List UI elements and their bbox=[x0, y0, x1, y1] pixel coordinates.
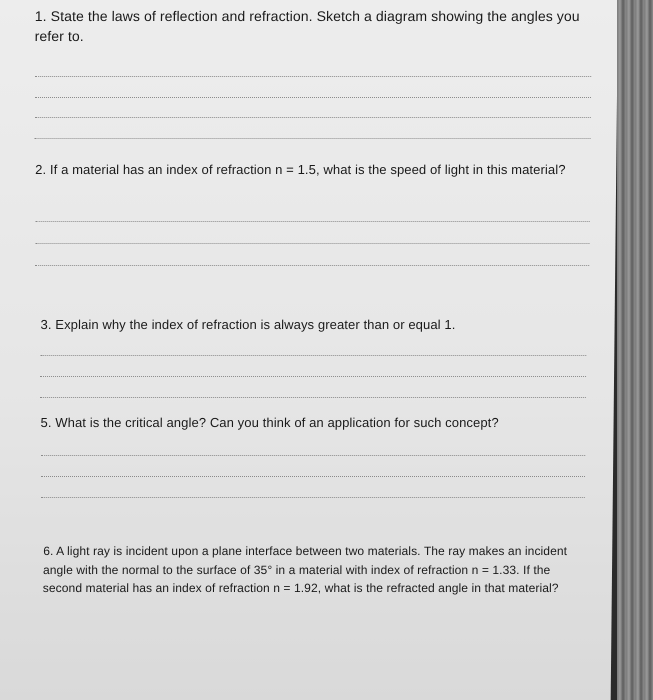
answer-line bbox=[35, 76, 591, 77]
answer-line bbox=[41, 497, 585, 498]
answer-line bbox=[35, 117, 591, 118]
answer-line bbox=[41, 455, 585, 456]
answer-line bbox=[40, 397, 586, 398]
answer-line bbox=[40, 376, 586, 377]
answer-line bbox=[35, 97, 591, 98]
question-3: 3. Explain why the index of refraction is always greater than or equal 1. bbox=[40, 317, 456, 332]
question-5: 5. What is the critical angle? Can you think of an application for such concept? bbox=[40, 415, 499, 430]
page-edge-shadow bbox=[617, 0, 653, 700]
answer-line bbox=[35, 138, 591, 139]
question-2: 2. If a material has an index of refraction n = 1.5, what is the speed of light in this material? bbox=[35, 162, 566, 177]
answer-line bbox=[35, 265, 589, 266]
answer-line bbox=[35, 243, 589, 244]
question-1: 1. State the laws of reflection and refraction. Sketch a diagram showing the angles you refer to. bbox=[34, 8, 580, 44]
answer-line bbox=[40, 355, 586, 356]
question-6: 6. A light ray is incident upon a plane interface between two materials. The ray makes an incident angle with the normal to the surface of 35° in a material with index of refraction n = 1.33. If the second material has an index of refraction n = 1.92, what is the refracted angle in that material? bbox=[42, 544, 568, 595]
answer-line bbox=[36, 221, 590, 222]
answer-line bbox=[41, 476, 585, 477]
